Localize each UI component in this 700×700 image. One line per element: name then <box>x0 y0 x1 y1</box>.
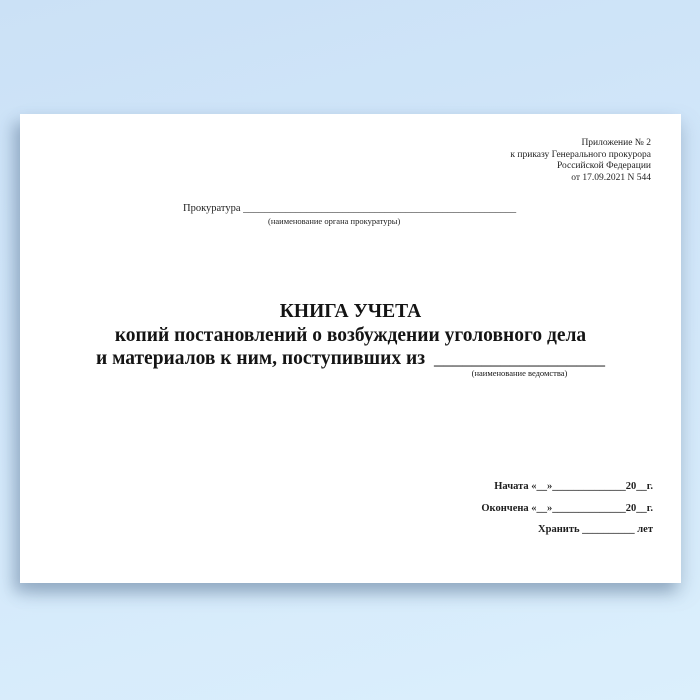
keep-line: Хранить __________ лет <box>538 524 653 535</box>
finished-line: Окончена «__»______________20__г. <box>481 502 653 514</box>
department-blank-wrapper <box>434 347 606 378</box>
prosecutor-office-row <box>183 202 516 226</box>
prosecutor-office-caption: (наименование органа прокуратуры) <box>268 216 401 226</box>
appendix-reference-line2: к приказу Генерального прокурора <box>510 149 651 160</box>
started-line: Начата «__»______________20__г. <box>494 481 653 492</box>
department-caption: (наименование ведомства) <box>471 368 568 378</box>
appendix-reference-line3: Российской Федерации <box>556 161 651 172</box>
book-title-line3 <box>20 347 681 378</box>
department-blank-line: __________________ <box>434 348 606 369</box>
prosecutor-office-blank-line: ____________________________________________________ <box>243 203 517 214</box>
appendix-reference-line4: от 17.09.2021 N 544 <box>571 172 651 183</box>
book-title <box>20 300 681 378</box>
prosecutor-office-label: Прокуратура <box>183 203 241 214</box>
dates-block <box>481 476 653 541</box>
appendix-reference-line1: Приложение № 2 <box>581 138 651 148</box>
book-title-line1: КНИГА УЧЕТА <box>279 301 422 322</box>
document-page <box>20 114 681 583</box>
book-title-line2: копий постановлений о возбуждении уголовного дела <box>114 324 587 346</box>
book-title-line3-prefix: и материалов к ним, поступивших из <box>95 348 426 369</box>
appendix-reference <box>510 138 651 184</box>
